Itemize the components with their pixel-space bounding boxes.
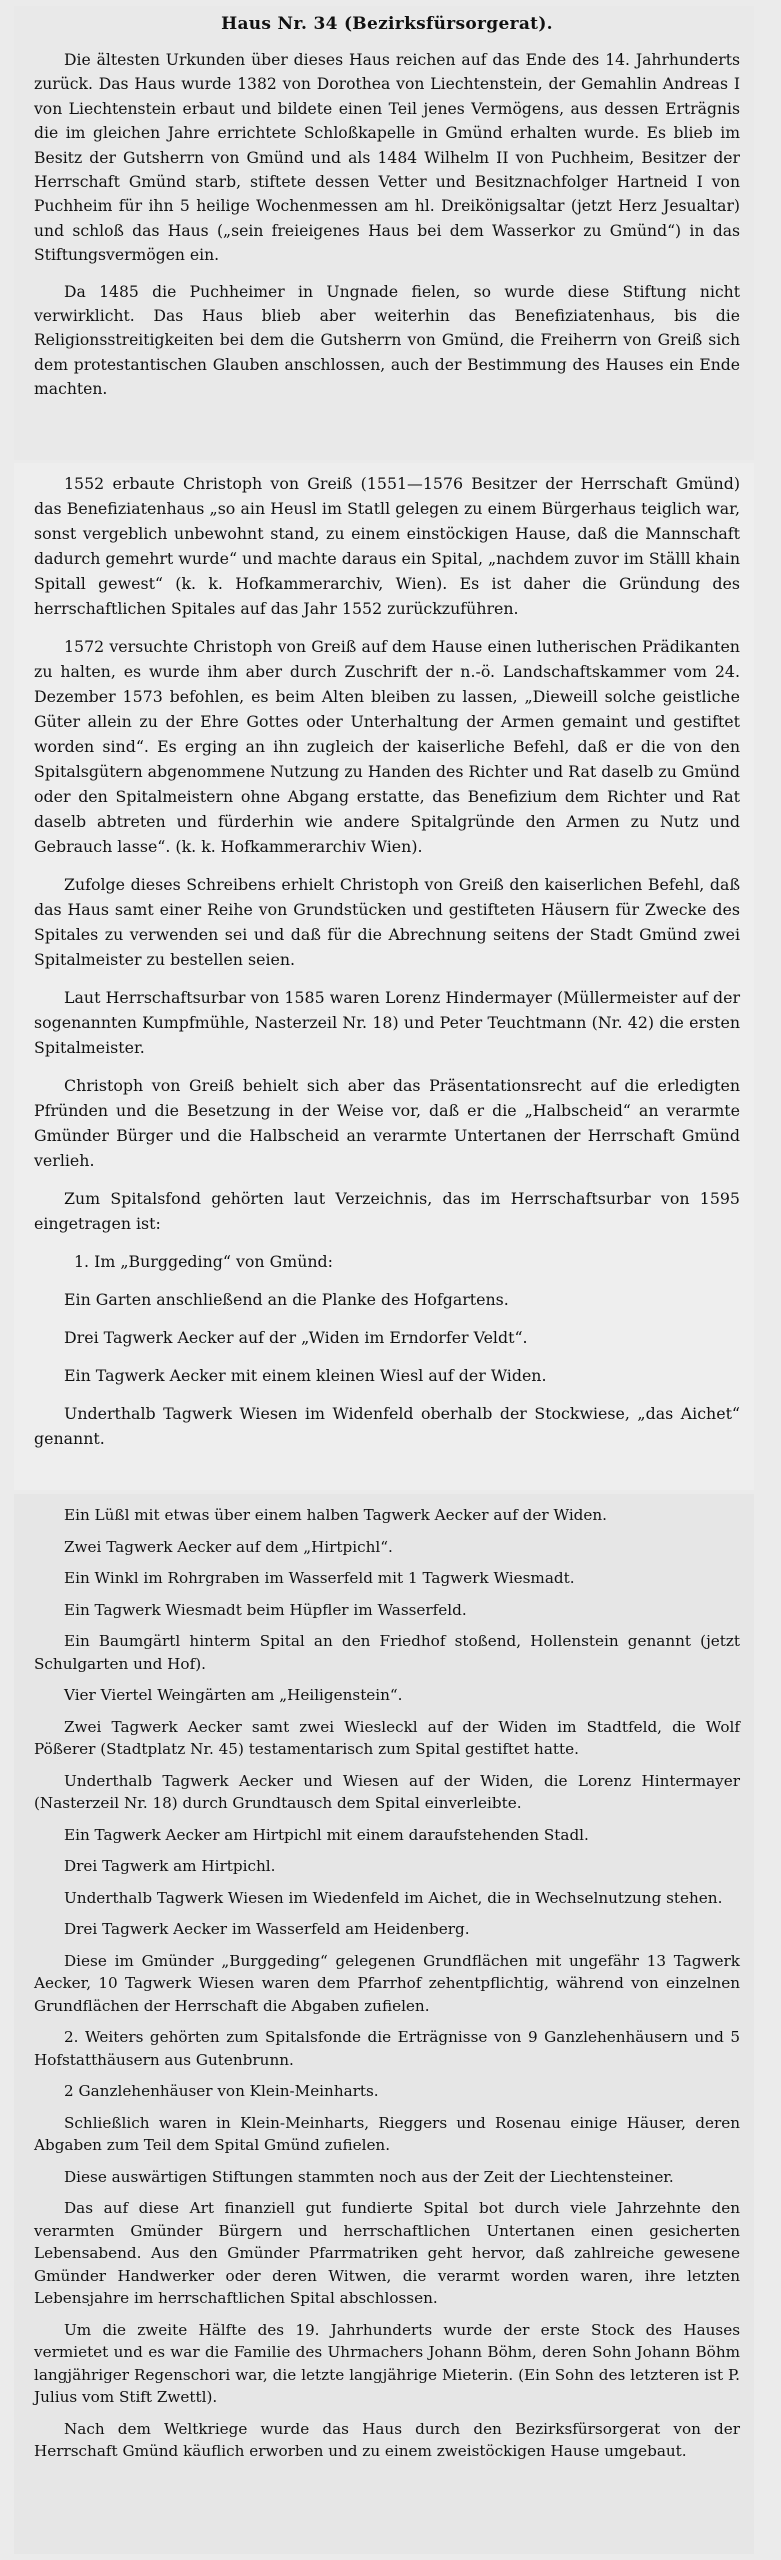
paragraph: Vier Viertel Weingärten am „Heiligenstein“. xyxy=(64,1686,403,1704)
paragraph: Die ältesten Urkunden über dieses Haus reichen auf das Ende des 14. Jahrhunderts zurück. Das Haus wurde 1382 von Dorothea von Liechtenstein, der Gemahlin Andreas I von Liechtenstein erbaut und bildete einen Teil jenes Vermögens, aus dessen Erträgnis die im gleichen Jahre errichtete Schloßkapelle in Gmünd erhalten wurde. Es blieb im Besitz der Gutsherrn von Gmünd und als 1484 Wilhelm II von Puchheim, Besitzer der Herrschaft Gmünd starb, stiftete dessen Vetter und Besitznachfolger Hartneid I von Puchheim für ihn 5 heilige Wochenmessen am hl. Dreikönigsaltar (jetzt Herz Jesualtar) und schloß das Haus („sein freieigenes Haus bei dem Wasserkor zu Gmünd“) in das Stiftungsvermögen ein. xyxy=(34,51,740,265)
page-segment-1 xyxy=(14,6,754,460)
paragraph: Nach dem Weltkriege wurde das Haus durch den Bezirksfürsorgerat von der Herrschaft Gmünd käuflich erworben und zu einem zweistöckigen Hause umgebaut. xyxy=(34,2419,740,2460)
paragraph: Ein Lüßl mit etwas über einem halben Tagwerk Aecker auf der Widen. xyxy=(64,1506,607,1524)
page-segment-2 xyxy=(14,463,754,1490)
paragraph: Zwei Tagwerk Aecker auf dem „Hirtpichl“. xyxy=(64,1537,393,1556)
paragraph: 1572 versuchte Christoph von Greiß auf dem Hause einen lutherischen Prädikanten zu halten, es wurde ihm aber durch Zuschrift der n.-ö. Landschaftskammer vom 24. Dezember 1573 befohlen, es beim Alten bleiben zu lassen, „Dieweill solche geistliche Güter allein zu der Ehre Gottes oder Unterhaltung der Armen gemaint und gestiftet worden sind“. Es erging an ihn zugleich der kaiserliche Befehl, daß er die von den Spitalsgütern abgenommene Nutzung zu Handen des Richter und Rat daselb zu Gmünd oder den Spitalmeistern ohne Abgang erstatte, das Benefizium dem Richter und Rat daselb abtreten und fürderhin wie andere Spitalgründe den Armen zu Nutz und Gebrauch lasse“. (k. k. Hofkammerarchiv Wien). xyxy=(34,637,740,856)
paragraph: Diese auswärtigen Stiftungen stammten noch aus der Zeit der Liechtensteiner. xyxy=(64,2167,674,2186)
paragraph: Ein Baumgärtl hinterm Spital an den Friedhof stoßend, Hollenstein genannt (jetzt Schulgarten und Hof). xyxy=(34,1632,740,1673)
paragraph: Underthalb Tagwerk Wiesen im Wiedenfeld im Aichet, die in Wechselnutzung stehen. xyxy=(64,1888,723,1907)
paragraph: Ein Winkl im Rohrgraben im Wasserfeld mit 1 Tagwerk Wiesmadt. xyxy=(64,1569,575,1587)
list-item: Underthalb Tagwerk Wiesen im Widenfeld oberhalb der Stockwiese, „das Aichet“ genannt. xyxy=(34,1404,740,1448)
paragraph: Zwei Tagwerk Aecker samt zwei Wiesleckl auf der Widen im Stadtfeld, die Wolf Pößerer (Stadtplatz Nr. 45) testamentarisch zum Spital gestiftet hatte. xyxy=(34,1717,740,1758)
list-item: 1. Im „Burggeding“ von Gmünd: xyxy=(74,1252,333,1271)
paragraph: Drei Tagwerk am Hirtpichl. xyxy=(64,1857,276,1875)
paragraph: Ein Tagwerk Wiesmadt beim Hüpfler im Wasserfeld. xyxy=(64,1600,467,1619)
paragraph: Da 1485 die Puchheimer in Ungnade fielen, so wurde diese Stiftung nicht verwirklicht. Das Haus blieb aber weiterhin das Benefiziatenhaus, bis die Religionsstreitigkeiten bei dem die Gutsherrn von Gmünd, die Freiherrn von Greiß sich dem protestantischen Glauben anschlossen, auch der Bestimmung des Hauses ein Ende machten. xyxy=(34,282,740,399)
list-item: Ein Tagwerk Aecker mit einem kleinen Wiesl auf der Widen. xyxy=(64,1366,547,1385)
paragraph: Diese im Gmünder „Burggeding“ gelegenen Grundflächen mit ungefähr 13 Tagwerk Aecker, 10 Tagwerk Wiesen waren dem Pfarrhof zehentpflichtig, während von einzelnen Grundflächen der Herrschaft die Abgaben zufielen. xyxy=(34,1951,740,2015)
paragraph: Zum Spitalsfond gehörten laut Verzeichnis, das im Herrschaftsurbar von 1595 eingetragen ist: xyxy=(34,1189,740,1233)
list-item: Drei Tagwerk Aecker auf der „Widen im Erndorfer Veldt“. xyxy=(64,1328,528,1347)
paragraph: 2 Ganzlehenhäuser von Klein-Meinharts. xyxy=(64,2082,379,2100)
page-title: Haus Nr. 34 (Bezirksfürsorgerat). xyxy=(221,14,553,34)
paragraph: 2. Weiters gehörten zum Spitalsfonde die Erträgnisse von 9 Ganzlehenhäusern und 5 Hofstatthäusern aus Gutenbrunn. xyxy=(34,2028,740,2069)
page-segment-3 xyxy=(14,1494,754,2554)
paragraph: Schließlich waren in Klein-Meinharts, Rieggers und Rosenau einige Häuser, deren Abgaben zum Teil dem Spital Gmünd zufielen. xyxy=(34,2113,740,2154)
paragraph: Ein Tagwerk Aecker am Hirtpichl mit einem daraufstehenden Stadl. xyxy=(64,1825,589,1844)
paragraph: Um die zweite Hälfte des 19. Jahrhunderts wurde der erste Stock des Hauses vermietet und es war die Familie des Uhrmachers Johann Böhm, deren Sohn Johann Böhm langjähriger Regenschori war, die letzte langjährige Mieterin. (Ein Sohn des letzteren ist P. Julius vom Stift Zwettl). xyxy=(34,2320,740,2406)
list-item: Ein Garten anschließend an die Planke des Hofgartens. xyxy=(64,1290,509,1309)
paragraph: 1552 erbaute Christoph von Greiß (1551—1576 Besitzer der Herrschaft Gmünd) das Benefiziatenhaus „so ain Heusl im Statll gelegen zu einem Bürgerhaus teiglich war, sonst vergeblich unbewohnt stand, zu einem einstöckigen Hause, daß die Mannschaft dadurch gemehrt wurde“ und machte daraus ein Spital, „nachdem zuvor im Ställl khain Spitall gewest“ (k. k. Hofkammerarchiv, Wien). Es ist daher die Gründung des herrschaftlichen Spitales auf das Jahr 1552 zurückzuführen. xyxy=(34,474,740,618)
paragraph: Drei Tagwerk Aecker im Wasserfeld am Heidenberg. xyxy=(64,1920,470,1938)
paragraph: Laut Herrschaftsurbar von 1585 waren Lorenz Hindermayer (Müllermeister auf der sogenannten Kumpfmühle, Nasterzeil Nr. 18) und Peter Teuchtmann (Nr. 42) die ersten Spitalmeister. xyxy=(34,988,740,1057)
paragraph: Underthalb Tagwerk Aecker und Wiesen auf der Widen, die Lorenz Hintermayer (Nasterzeil Nr. 18) durch Grundtausch dem Spital einverleibte. xyxy=(34,1771,740,1812)
paragraph: Christoph von Greiß behielt sich aber das Präsentationsrecht auf die erledigten Pfründen und die Besetzung in der Weise vor, daß er die „Halbscheid“ an verarmte Gmünder Bürger und die Halbscheid an verarmte Untertanen der Herrschaft Gmünd verlieh. xyxy=(34,1076,740,1170)
paragraph: Das auf diese Art finanziell gut fundierte Spital bot durch viele Jahrzehnte den verarmten Gmünder Bürgern und herrschaftlichen Untertanen einen gesicherten Lebensabend. Aus den Gmünder Pfarrmatriken geht hervor, daß zahlreiche gewesene Gmünder Handwerker oder deren Witwen, die verarmt worden waren, ihre letzten Lebensjahre im herrschaftlichen Spital abschlossen. xyxy=(34,2199,740,2307)
paragraph: Zufolge dieses Schreibens erhielt Christoph von Greiß den kaiserlichen Befehl, daß das Haus samt einer Reihe von Grundstücken und gestifteten Häusern für Zwecke des Spitales zu verwenden sei und daß für die Abrechnung seitens der Stadt Gmünd zwei Spitalmeister zu bestellen seien. xyxy=(34,875,740,969)
